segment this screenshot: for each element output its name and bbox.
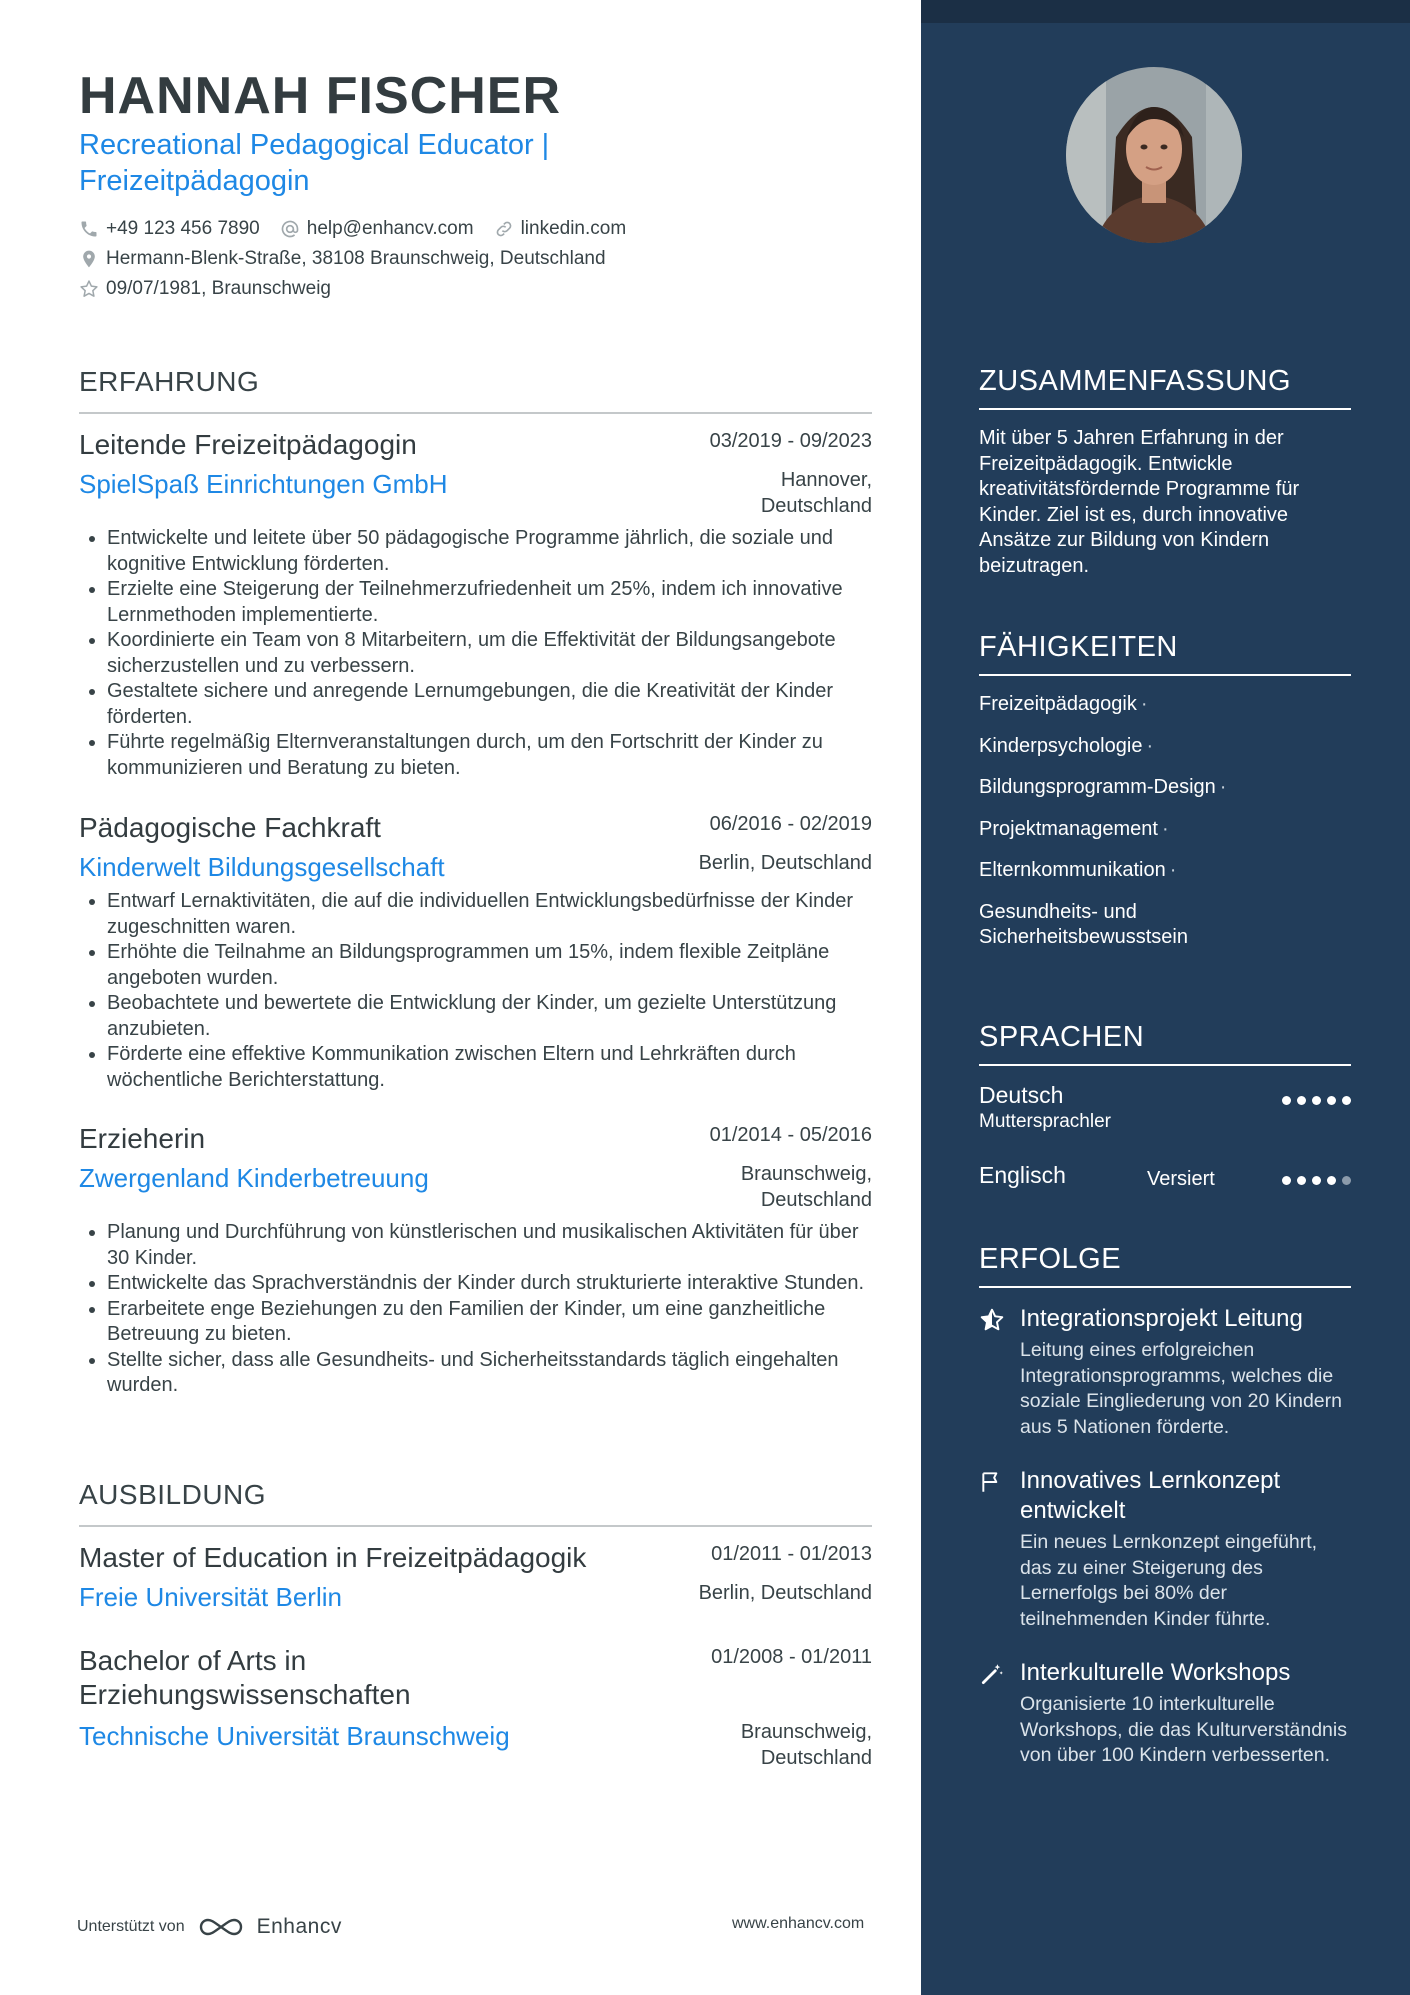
job-date: 03/2019 - 09/2023 <box>709 430 872 452</box>
job-location-line: Braunschweig, <box>740 1163 872 1185</box>
skill-separator: · <box>1146 734 1154 757</box>
language-rating <box>1282 1176 1351 1185</box>
skill-separator: · <box>1140 693 1148 715</box>
summary-text: Mit über 5 Jahren Erfahrung in der Freizeitpädagogik. Entwickle kreativitätsfördernde Programme für Kinder. Ziel ist es, durch innovative Ansätze zur Bildung von Kindern beizutragen. <box>979 427 1300 577</box>
job-location <box>761 468 872 519</box>
enhancv-logo-icon <box>197 1915 245 1939</box>
job-bullet: • Stellte sicher, dass alle Gesundheits- und Sicherheitsstandards täglich eingehalten wurden. <box>107 1348 872 1399</box>
skill-label: Elternkommunikation <box>979 859 1166 881</box>
achievement-title: Interkulturelle Workshops <box>1020 1659 1291 1686</box>
education-date: 01/2011 - 01/2013 <box>711 1543 872 1565</box>
skill-label: Kinderpsychologie <box>979 734 1143 757</box>
language-row <box>979 1162 1351 1224</box>
phone-contact[interactable] <box>79 218 260 240</box>
rating-dot <box>1327 1176 1336 1185</box>
skill-label: Bildungsprogramm-Design <box>979 776 1216 798</box>
rating-dot <box>1342 1176 1351 1185</box>
skill-item <box>979 817 1351 843</box>
achievement-desc: Ein neues Lernkonzept eingeführt, das zu einer Steigerung des Lernerfolgs bei 80% der teilnehmenden Kinder führte. <box>1020 1531 1318 1630</box>
job-bullet: • Planung und Durchführung von künstlerischen und musikalischen Aktivitäten für über 30 Kinder. <box>107 1220 872 1271</box>
address-contact <box>79 248 606 270</box>
summary-heading: ZUSAMMENFASSUNG <box>979 365 1351 410</box>
achievement-item <box>979 1658 1351 1769</box>
job-bullet: • Entwarf Lernaktivitäten, die auf die individuellen Entwicklungsbedürfnisse der Kinder zugeschnitten waren. <box>107 889 872 940</box>
brand-name: Enhancv <box>256 1915 342 1938</box>
job-bullets <box>79 889 872 1093</box>
job-bullet: • Koordinierte ein Team von 8 Mitarbeitern, um die Effektivität der Bildungsangebote sicherzustellen und zu verbessern. <box>107 628 872 679</box>
experience-entry-1 <box>79 428 872 781</box>
school-location-line: Deutschland <box>760 1746 872 1769</box>
birth-text: 09/07/1981, Braunschweig <box>106 278 331 299</box>
skills-heading: FÄHIGKEITEN <box>979 631 1351 676</box>
languages-heading: SPRACHEN <box>979 1021 1351 1066</box>
experience-heading: ERFAHRUNG <box>79 366 872 414</box>
rating-dot <box>1312 1096 1321 1105</box>
job-bullet: • Entwickelte das Sprachverständnis der Kinder durch strukturierte interaktive Stunden. <box>107 1271 872 1297</box>
star-outline-icon <box>79 279 99 299</box>
language-row <box>979 1082 1351 1162</box>
address-text: Hermann-Blenk-Straße, 38108 Braunschweig, Deutschland <box>106 248 606 269</box>
email-text: help@enhancv.com <box>306 218 474 239</box>
contact-row-3 <box>79 278 351 300</box>
achievements-section <box>979 1243 1351 1795</box>
language-level: Muttersprachler <box>979 1111 1111 1132</box>
rating-dot <box>1342 1096 1351 1105</box>
school-location <box>699 1581 872 1607</box>
job-bullet: • Beobachtete und bewertete die Entwicklung der Kinder, um gezielte Unterstützung anzubieten. <box>107 991 872 1042</box>
job-bullet: • Erarbeitete enge Beziehungen zu den Familien der Kinder, um eine ganzheitliche Betreuung zu bieten. <box>107 1297 872 1348</box>
languages-section <box>979 1021 1351 1224</box>
language-name: Englisch <box>979 1162 1066 1188</box>
email-contact[interactable] <box>280 218 474 240</box>
rating-dot <box>1282 1176 1291 1185</box>
link-icon <box>494 219 514 239</box>
job-date: 01/2014 - 05/2016 <box>709 1124 872 1146</box>
rating-dot <box>1297 1176 1306 1185</box>
skill-item <box>979 858 1351 884</box>
contact-row-2 <box>79 248 626 270</box>
skill-item <box>979 734 1351 760</box>
job-title: Leitende Freizeitpädagogin <box>79 429 417 460</box>
education-heading: AUSBILDUNG <box>79 1479 872 1527</box>
job-bullet: • Führte regelmäßig Elternveranstaltungen durch, um den Fortschritt der Kinder zu kommunizieren und Beratung zu bieten. <box>107 730 872 781</box>
skill-item <box>979 692 1351 718</box>
job-location-line: Deutschland <box>760 1188 872 1211</box>
sidebar <box>921 0 1410 1995</box>
job-bullet: • Erzielte eine Steigerung der Teilnehmerzufriedenheit um 25%, indem ich innovative Lernmethoden implementierte. <box>107 577 872 628</box>
phone-text: +49 123 456 7890 <box>106 218 260 239</box>
company-name[interactable]: Zwergenland Kinderbetreuung <box>79 1163 429 1193</box>
linkedin-text: linkedin.com <box>520 218 627 239</box>
summary-section <box>979 365 1351 579</box>
education-date: 01/2008 - 01/2011 <box>711 1646 872 1668</box>
achievement-desc: Leitung eines erfolgreichen Integrationsprogramms, welches die soziale Eingliederung von 20 Kindern aus 5 Nationen förderte. <box>1020 1339 1342 1438</box>
company-name[interactable]: Kinderwelt Bildungsgesellschaft <box>79 852 445 882</box>
powered-by-text: Unterstützt von <box>77 1918 185 1935</box>
sidebar-top-bar <box>921 0 1410 23</box>
skills-section <box>979 631 1351 967</box>
job-bullet: • Förderte eine effektive Kommunikation zwischen Eltern und Lehrkräften durch wöchentliche Berichterstattung. <box>107 1042 872 1093</box>
rating-dot <box>1312 1176 1321 1185</box>
resume-name: HANNAH FISCHER <box>79 67 561 125</box>
skill-label: Projektmanagement <box>979 817 1158 840</box>
flag-icon <box>979 1469 1005 1495</box>
school-name[interactable]: Technische Universität Braunschweig <box>79 1721 510 1751</box>
school-name[interactable]: Freie Universität Berlin <box>79 1582 342 1612</box>
birth-contact <box>79 278 331 300</box>
degree-title: Master of Education in Freizeitpädagogik <box>79 1542 587 1573</box>
company-name[interactable]: SpielSpaß Einrichtungen GmbH <box>79 469 448 499</box>
job-bullets <box>79 1220 872 1399</box>
degree-title-line: Erziehungswissenschaften <box>79 1679 411 1710</box>
job-location-line: Berlin, Deutschland <box>698 852 872 874</box>
job-bullet: • Erhöhte die Teilnahme an Bildungsprogrammen um 15%, indem flexible Zeitpläne angeboten wurden. <box>107 940 872 991</box>
achievement-title: Integrationsprojekt Leitung <box>1020 1305 1303 1332</box>
footer-branding <box>77 1915 342 1939</box>
language-name: Deutsch <box>979 1082 1064 1108</box>
linkedin-contact[interactable] <box>494 218 627 240</box>
education-entry-2 <box>79 1644 872 1769</box>
phone-icon <box>79 219 99 239</box>
job-bullet: • Gestaltete sichere und anregende Lernumgebungen, die die Kreativität der Kinder förderten. <box>107 679 872 730</box>
school-location-line: Braunschweig, <box>740 1721 872 1743</box>
rating-dot <box>1327 1096 1336 1105</box>
skill-item <box>979 775 1351 801</box>
at-icon <box>280 219 300 239</box>
star-half-icon <box>979 1307 1005 1333</box>
school-location-line: Berlin, Deutschland <box>698 1582 872 1604</box>
achievement-desc: Organisierte 10 interkulturelle Workshops, die das Kulturverständnis von über 100 Kindern verbesserten. <box>1020 1693 1347 1766</box>
degree-title-line: Bachelor of Arts in <box>79 1645 307 1676</box>
job-location-line: Hannover, <box>780 469 872 491</box>
magic-wand-icon <box>979 1661 1005 1687</box>
rating-dot <box>1297 1096 1306 1105</box>
skill-item <box>979 900 1351 951</box>
language-level: Versiert <box>1147 1168 1215 1190</box>
profile-photo <box>1066 67 1242 243</box>
achievement-item <box>979 1304 1351 1440</box>
experience-entry-2 <box>79 811 872 1093</box>
location-pin-icon <box>79 249 99 269</box>
job-date: 06/2016 - 02/2019 <box>709 813 872 835</box>
achievement-item <box>979 1466 1351 1632</box>
job-bullet: • Entwickelte und leitete über 50 pädagogische Programme jährlich, die soziale und kognitive Entwicklung förderten. <box>107 526 872 577</box>
skill-label: Freizeitpädagogik <box>979 693 1137 715</box>
skill-label: Gesundheits- und Sicherheitsbewusstsein <box>979 900 1188 948</box>
achievement-title: Innovatives Lernkonzept entwickelt <box>1020 1467 1281 1524</box>
job-bullets <box>79 526 872 781</box>
footer-website[interactable]: www.enhancv.com <box>732 1915 865 1932</box>
language-rating <box>1282 1096 1351 1105</box>
education-entry-1 <box>79 1541 872 1621</box>
achievements-heading: ERFOLGE <box>979 1243 1351 1288</box>
skill-separator: · <box>1169 859 1177 881</box>
rating-dot <box>1282 1096 1291 1105</box>
experience-entry-3 <box>79 1122 872 1399</box>
job-location <box>699 851 872 877</box>
school-location <box>741 1720 872 1771</box>
job-title: Erzieherin <box>79 1123 206 1154</box>
job-title: Pädagogische Fachkraft <box>79 812 381 843</box>
resume-title: Recreational Pedagogical Educator | Freizeitpädagogin <box>79 129 550 197</box>
job-location-line: Deutschland <box>760 494 872 517</box>
skill-separator: · <box>1219 776 1227 798</box>
contact-row-1 <box>79 218 646 240</box>
skill-separator: · <box>1161 817 1169 840</box>
job-location <box>741 1162 872 1213</box>
